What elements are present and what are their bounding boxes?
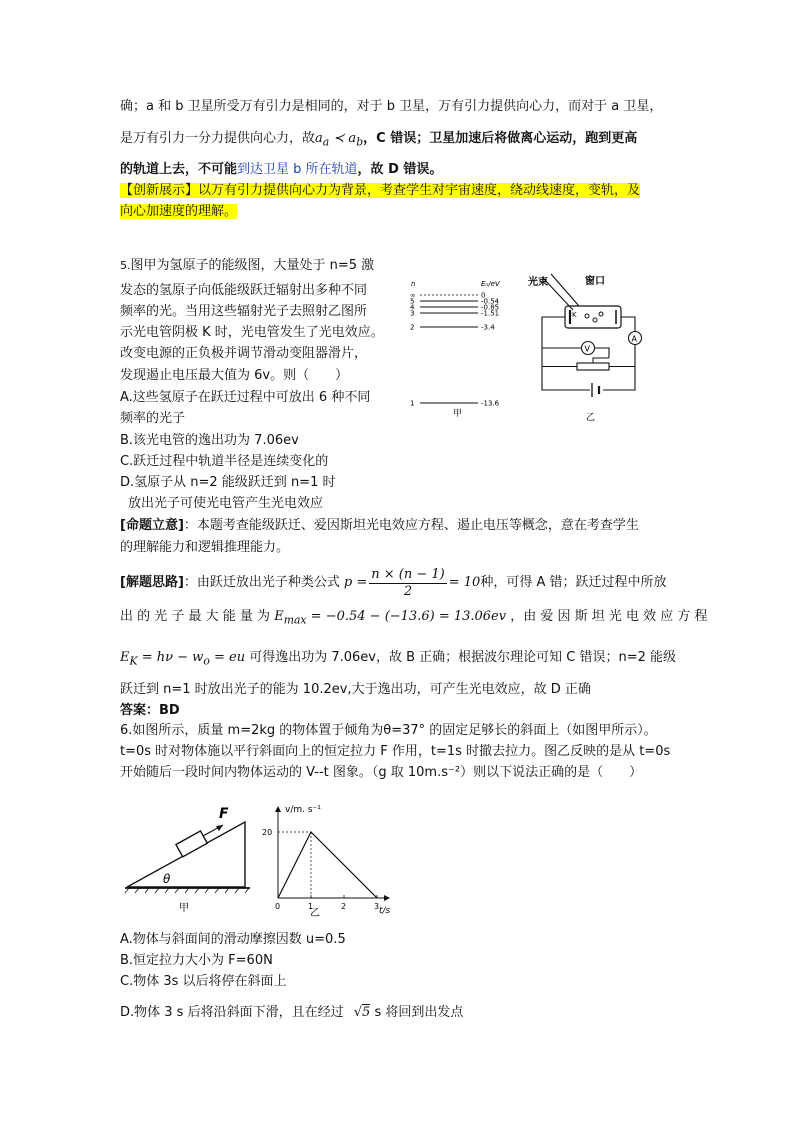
x-tick-label: 2 [341,902,347,911]
level-n-label: 3 [410,309,415,318]
voltmeter-label: V [584,344,590,354]
level-n-label: 1 [410,399,415,408]
option-c: C.物体 3s 以后将停在斜面上 [120,974,287,989]
force-label: F [219,806,229,822]
innovation-note: 向心加速度的理解。 [120,204,238,219]
figure-caption-jia: 甲 [179,903,189,914]
option-c: C.跃迁过程中轨道半径是连续变化的 [120,454,329,469]
text-line: 确；a 和 b 卫星所受万有引力是相同的，对于 b 卫星，万有引力提供向心力，而对于 a 卫星， [120,99,663,114]
energy-level-diagram [400,272,522,420]
velocity-line [278,832,377,898]
angle-label: θ [163,872,171,886]
vt-chart [258,798,398,920]
level-energy-label: -3.4 [481,323,495,332]
energy-axis-label: Eₙ/eV [481,280,500,288]
text-line: 出 的 光 子 最 大 能 量 为 $E_{max} = -0.54 - (-13.6) = 13.06ev$ ，由 爱 因 斯 坦 光 电 效 应 方 程 [120,609,708,627]
text-line: 频率的光。当用这些辐射光子去照射乙图所 [120,304,368,319]
text-line: 的轨道上去，不可能到达卫星 b 所在轨道，故 D 错误。 [120,162,443,177]
text-line: 频率的光子 [120,411,186,426]
option-b: B.该光电管的逸出功为 7.06ev [120,433,299,448]
formula-p: p = [343,575,368,590]
option-a: A.这些氢原子在跃迁过程中可放出 6 种不同 [120,390,371,405]
diagram-caption-yi: 乙 [586,413,596,423]
text-line: 发现遏止电压最大值为 6v。则（ ） [120,368,349,383]
level-energy-label: -0.54 [481,297,500,306]
x-tick-label: 0 [275,902,281,911]
option-a: A.物体与斜面间的滑动摩擦因数 u=0.5 [120,932,346,947]
text-line: 发态的氢原子向低能级跃迁辐射出多种不同 [120,283,368,298]
text-line: t=0s 时对物体施以平行斜面向上的恒定拉力 F 作用，t=1s 时撤去拉力。图乙反映的是从 t=0s [120,744,671,759]
level-energy-label: -0.85 [481,303,500,312]
question-6-text: 6.如图所示，质量 m=2kg 的物体置于倾角为θ=37° 的固定足够长的斜面上（如图甲所示）。 [120,723,657,738]
x-tick-label: 1 [308,902,314,911]
text-line: 跃迁到 n=1 时放出光子的能为 10.2ev,大于逸出功，可产生光电效应，故 D 正确 [120,682,591,697]
n-axis-label: n [411,280,416,288]
diagram-caption-jia: 甲 [453,409,463,419]
innovation-note: 【创新展示】以万有引力提供向心力为背景，考查学生对宇宙速度，绕动线速度，变轨，及 [120,183,641,198]
text-line: $E_K = h\nu - w_o$ = eu 可得逸出功为 7.06ev，故 B 正确；根据波尔理论可知 C 错误；n=2 能级 [120,650,677,668]
x-tick-label: 3 [374,902,380,911]
text-line: 放出光子可使光电管产生光电效应 [128,496,324,511]
level-energy-label: 0 [481,291,486,300]
chart-caption-yi: 乙 [310,908,320,919]
level-n-label: 4 [410,303,415,312]
formula: $a_a$ ≺ $a_b$ [315,131,364,149]
level-n-label: 2 [410,323,415,332]
beam-label: 光束 [528,277,548,288]
text-line: 改变电源的正负极并调节滑动变阻器滑片， [120,346,368,361]
formula-emax: $E_{max} = -0.54 - (-13.6) = 13.06ev$ [274,609,507,627]
question-5-text: $^{5.}$图甲为氢原子的能级图，大量处于 n=5 激 [120,258,375,273]
text-line: 的理解能力和逻辑推理能力。 [120,540,290,555]
incline-figure [115,798,260,916]
photoelectric-circuit-diagram [525,270,660,425]
level-n-label: ∞ [410,291,416,300]
x-axis-label: t/s [379,906,391,916]
level-energy-label: -13.6 [481,399,500,408]
ammeter-label: A [631,334,637,344]
y-tick-label: 20 [262,828,273,837]
formula-ek: $E_K = h\nu - w_o$ = eu [120,650,246,668]
level-n-label: 5 [410,297,415,306]
y-axis-label: v/m. s⁻¹ [285,805,321,815]
text-line: 是万有引力一分力提供向心力，故$a_a$ ≺ $a_b$，C 错误；卫星加速后将做离心运动，跑到更高 [120,131,638,149]
answer-line: 答案：BD [120,703,180,718]
sqrt-expression: √5 [353,1005,371,1020]
option-d: D.物体 3 s 后将沿斜面下滑，且在经过 √5 s 将回到出发点 [120,1005,464,1020]
analysis-paragraph: [解题思路] ：由跃迁放出光子种类公式 p = $\frac{n \times (n - 1)}{2}$ = 10 种，可得 A 错；跃迁过程中所放 [120,566,667,599]
option-d: D.氢原子从 n=2 能级跃迁到 n=1 时 [120,475,336,490]
text-line: 示光电管阴极 K 时，光电管发生了光电效应。 [120,325,384,340]
cathode-label: K [572,311,577,319]
level-energy-label: -1.51 [481,309,500,318]
intent-paragraph: [命题立意]：本题考查能级跃迁、爱因斯坦光电效应方程、遏止电压等概念，意在考查学生 [120,518,639,533]
option-b: B.恒定拉力大小为 F=60N [120,953,273,968]
fraction: $\frac{n \times (n - 1)}{2}$ [371,566,445,599]
text-line: 开始随后一段时间内物体运动的 V--t 图象。（g 取 10m.s⁻²）则以下说法正确的是（ ） [120,765,643,780]
window-label: 窗口 [585,276,605,287]
